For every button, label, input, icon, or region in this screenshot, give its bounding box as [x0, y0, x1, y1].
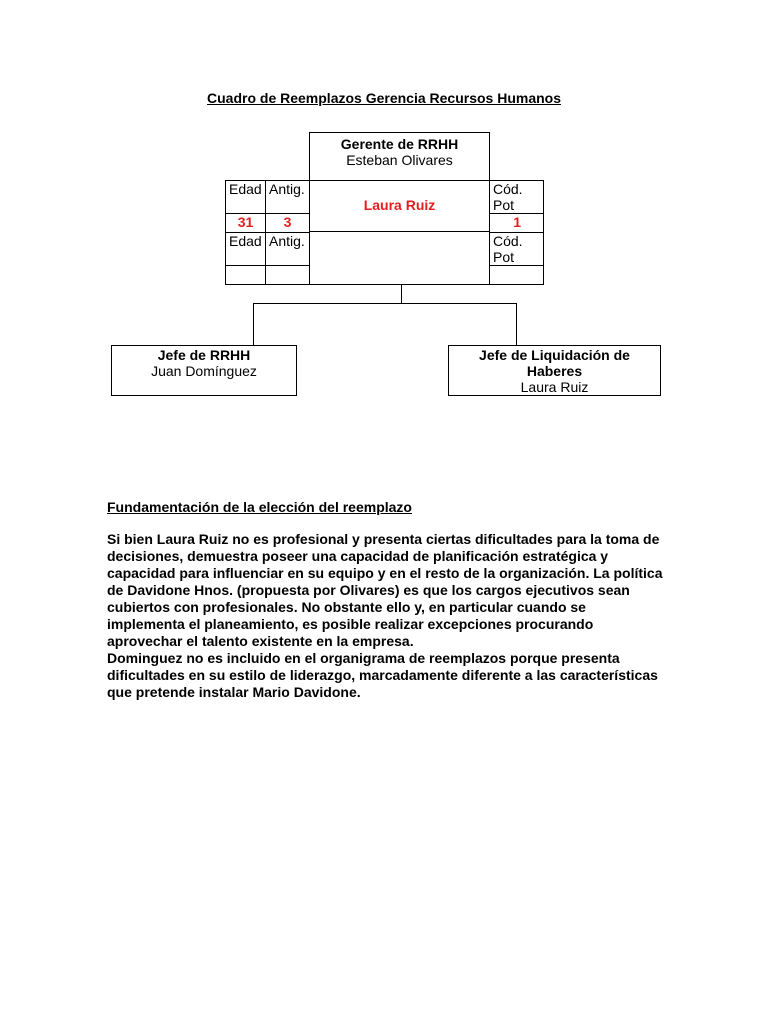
- paragraph-line: Dominguez no es incluido en el organigrama de reemplazos porque presenta: [107, 650, 620, 666]
- empty-successor-cell: [309, 231, 490, 285]
- subordinate-role: Jefe de RRHH: [157, 347, 251, 363]
- subordinate-name: Laura Ruiz: [520, 379, 589, 395]
- justification-paragraph: [107, 531, 667, 701]
- subordinate-role-line2: Haberes: [526, 363, 583, 379]
- empty-cell: [489, 265, 544, 285]
- paragraph-line: de Davidone Hnos. (propuesta por Olivares) es que los cargos ejecutivos sean: [107, 582, 630, 598]
- connector-line: [401, 284, 402, 304]
- edad-value-cell: [225, 213, 266, 233]
- paragraph-line: implementa el planeamiento, es posible realizar excepciones procurando: [107, 616, 594, 632]
- connector-line: [516, 303, 517, 346]
- successor-name: Laura Ruiz: [363, 197, 436, 213]
- edad-value: 31: [237, 214, 254, 230]
- antig-label: Antig.: [269, 181, 305, 197]
- subordinate-box-jefe-rrhh: [111, 345, 297, 396]
- paragraph-line: Si bien Laura Ruiz no es profesional y presenta ciertas dificultades para la toma de: [107, 531, 660, 547]
- pot-label-2: Pot: [493, 249, 515, 265]
- antig-value: 3: [283, 214, 292, 230]
- manager-role: Gerente de RRHH: [340, 136, 459, 152]
- antig-value-cell: [265, 213, 310, 233]
- cod-value-cell: [489, 213, 544, 233]
- paragraph-line: cubiertos con profesionales. No obstante ello y, en particular cuando se: [107, 599, 586, 615]
- edad-label-2: Edad: [229, 233, 262, 249]
- subordinate-role-line1: Jefe de Liquidación de: [479, 347, 630, 363]
- page-title: Cuadro de Reemplazos Gerencia Recursos Humanos: [207, 90, 561, 106]
- paragraph-line: aprovechar el talento existente en la empresa.: [107, 633, 414, 649]
- connector-line: [253, 303, 254, 346]
- cod-label-cell: [489, 180, 544, 214]
- cod-label-cell-2: [489, 232, 544, 266]
- antig-label-2: Antig.: [269, 233, 305, 249]
- cod-label: Cód.: [493, 181, 523, 197]
- paragraph-line: decisiones, demuestra poseer una capacidad de planificación estratégica y: [107, 548, 609, 564]
- paragraph-line: dificultades en su estilo de liderazgo, marcadamente diferente a las características: [107, 667, 658, 683]
- connector-line: [253, 303, 517, 304]
- edad-label: Edad: [229, 181, 262, 197]
- edad-label-cell-2: [225, 232, 266, 266]
- cod-label-2: Cód.: [493, 233, 523, 249]
- subordinate-box-jefe-liquidacion: [448, 345, 661, 396]
- antig-label-cell-2: [265, 232, 310, 266]
- manager-holder: Esteban Olivares: [346, 152, 453, 168]
- cod-value: 1: [513, 214, 521, 230]
- manager-header-box: [309, 132, 490, 181]
- successor-cell: [309, 180, 490, 232]
- empty-cell: [225, 265, 266, 285]
- pot-label: Pot: [493, 197, 515, 213]
- edad-label-cell: [225, 180, 266, 214]
- empty-cell: [265, 265, 310, 285]
- paragraph-line: capacidad para influenciar en su equipo y en el resto de la organización. La política: [107, 565, 663, 581]
- section-title: Fundamentación de la elección del reemplazo: [107, 499, 412, 515]
- paragraph-line: que pretende instalar Mario Davidone.: [107, 684, 361, 700]
- antig-label-cell: [265, 180, 310, 214]
- subordinate-name: Juan Domínguez: [151, 363, 257, 379]
